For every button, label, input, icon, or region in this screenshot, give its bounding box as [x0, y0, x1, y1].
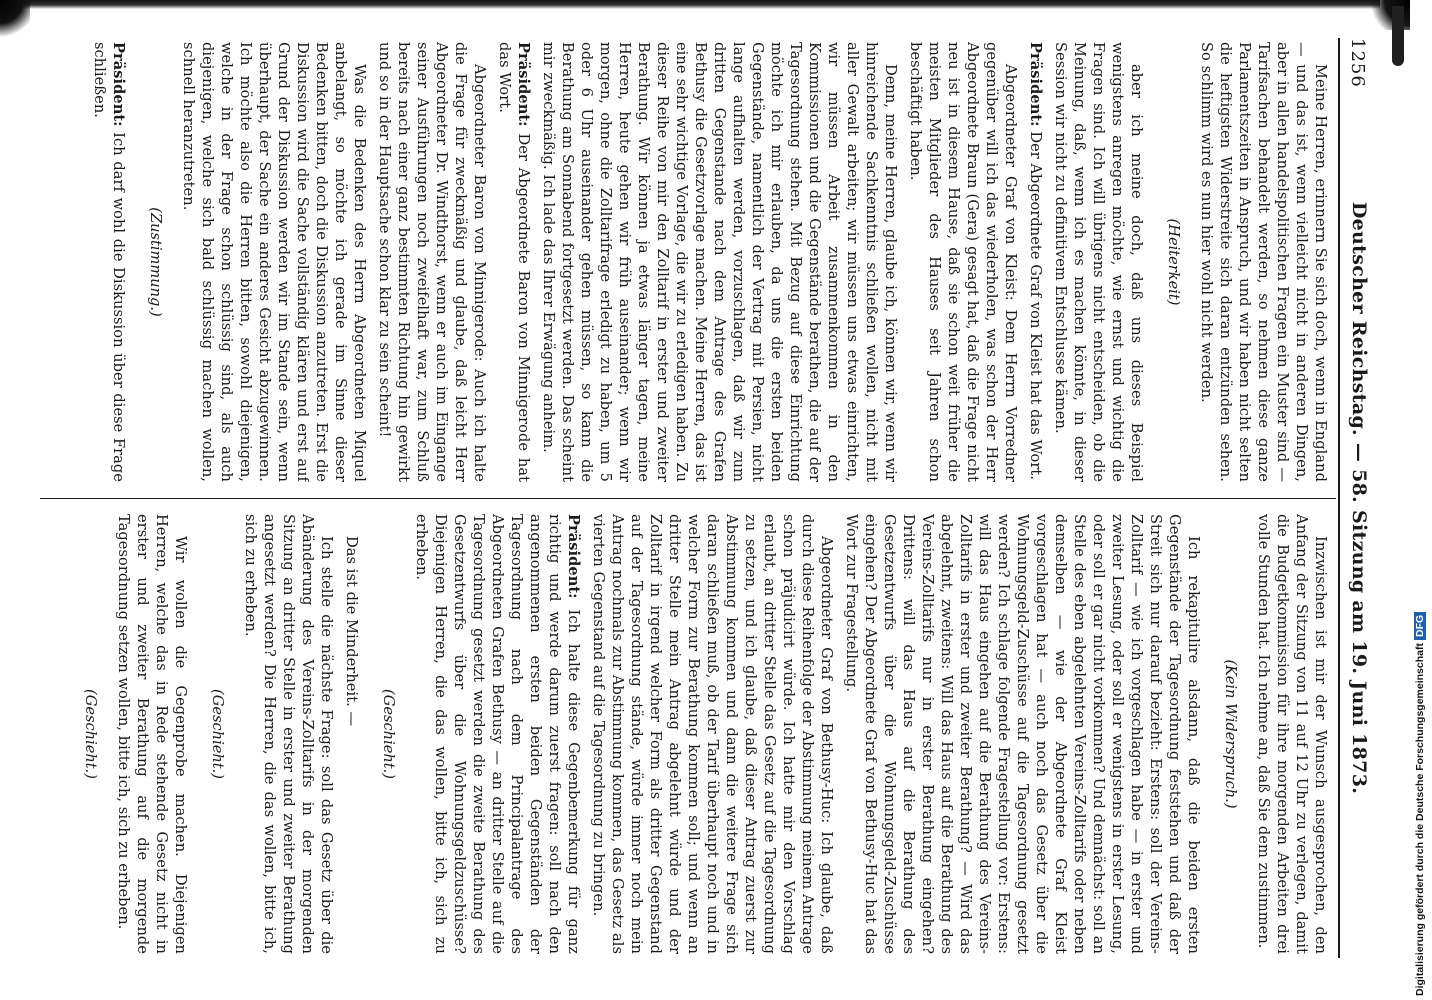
- running-title: Deutscher Reichstag. — 58. Sitzung am 19. Juni 1873.: [1348, 201, 1370, 795]
- paragraph: [241, 514, 336, 954]
- paragraph-text: Inzwischen ist mir der Wunsch ausgesprochen, den Anfang der Sitzung von 11 auf 12 Uhr zu verlegen, damit die Budgetkommission für ihre morgenden Arbeiten drei volle Stunden hat. Ich nehme an, daß Sie dem zustimmen.: [1255, 514, 1329, 954]
- paragraph: [342, 514, 361, 954]
- paragraph-text: Abgeordneter Baron von Minnigerode: Auch ich halte die Frage für zweckmäßig und glaube, daß leicht Herr Abgeordneter Dr. Windthorst, wenn er auch im Eingange seiner Ausführungen noch zweifelhaft war, zum Schluß bereits nach einer ganz bestimmten Richtung hin gewirkt und so in der Hauptsache schon klar zu sein scheint!: [376, 42, 488, 482]
- paragraph: [179, 42, 369, 482]
- right-column: [50, 514, 1330, 954]
- speaker-label: Präsident:: [515, 42, 532, 127]
- paragraph-text: Was die Bedenken des Herrn Abgeordneten Miquel anbelangt, so möchte ich gerade im Sinne dieser Bedenken bitten, doch die Diskussion anzutreten. Erst die Diskussion wird die Sache vollständig klären und erst auf Grund der Diskussion werden wir im Stande sein, wenn überhaupt, der Sache ein anderes Gesicht abzugewinnen. Ich möchte also die Herren bitten, sowohl diejenigen, welche in der Frage schon schlüssig sind, als auch diejenigen, welche sich bald schlüssig machen wollen, schnell heranzutreten.: [180, 42, 368, 482]
- paragraph-text: Abgeordneter Graf von Bethusy-Huc: Ich glaube, daß durch diese Reihenfolge der Abstimmung meinem Antrage schon präjudicirt würde. Ich hatte mir den Vorschlag erlaubt, an dritter Stelle das Gesetz auf die Tagesordnung zu setzen, und ich glaube, daß dieser Antrag zuerst zur Abstimmung kommen und dann die weitere Frage sich daran schließen muß, ob der Tarif überhaupt noch und in welcher Form zur Berathung kommen soll; und wenn an dritter Stelle mein Antrag abgelehnt würde und der Zolltarif in irgend welcher Form als dritter Gegenstand auf der Tagesordnung stände, würde immer noch mein Antrag nochmals zur Abstimmung kommen, das Gesetz als vierten Gegenstand auf die Tagesordnung zu bringen.: [590, 514, 835, 954]
- paragraph: [906, 42, 1020, 482]
- paragraph-text: Ich darf wohl die Diskussion über diese Frage schließen.: [91, 42, 127, 482]
- page-header: [1338, 38, 1374, 958]
- paragraph-text: Der Abgeordnete Baron von Minnigerode hat das Wort.: [496, 42, 532, 482]
- stage-direction: (Zustimmung.): [147, 207, 164, 317]
- speaker-label: Präsident:: [110, 42, 127, 127]
- paragraph: [842, 514, 1203, 954]
- paragraph-text: Wir wollen die Gegenprobe machen. Diejenigen Herren, welche das in Rede stehende Gesetz nicht in erster und zweiter Berathung auf die morgende Tagesordnung setzen wollen, bitte ich, sich zu erheben.: [115, 514, 189, 954]
- printed-page: [40, 28, 1380, 970]
- stage-direction: (Geschieht.): [380, 689, 397, 779]
- speaker-label: Präsident:: [565, 514, 582, 599]
- paragraph: [114, 514, 190, 954]
- scan-edge-top: [0, 0, 1380, 9]
- digitization-credit: [1414, 612, 1426, 996]
- stage-direction: (Heiterkeit): [1165, 218, 1182, 306]
- scan-corner-left: [0, 0, 30, 42]
- paragraph: [412, 514, 583, 954]
- credit-text: Digitalisierung gefördert durch die Deutsche Forschungsgemeinschaft: [1414, 643, 1426, 996]
- speaker-label: Präsident:: [1027, 42, 1044, 127]
- stage-direction: (Kein Widerspruch.): [1222, 659, 1239, 809]
- paragraph: [589, 514, 836, 954]
- left-column: [50, 42, 1330, 482]
- dfg-logo: DFG: [1414, 612, 1426, 640]
- paragraph: [1051, 42, 1146, 482]
- paragraph: [495, 42, 533, 482]
- paragraph-text: Der Abgeordnete Graf von Kleist hat das Wort.: [1027, 131, 1044, 481]
- paragraph: [90, 42, 128, 482]
- scan-edge-right: [1392, 6, 1404, 66]
- paragraph: [539, 42, 900, 482]
- stage-direction: (Geschieht.): [82, 689, 99, 779]
- paragraph-text: Ich halte diese Gegenbemerkung für ganz richtig und werde darum zuerst fragen: soll nach den angenommenen ersten beiden Gegenständen der Tagesordnung nach dem Principalantrage des Abgeordneten Grafen Bethusy — an dritter Stelle auf die Tagesordnung gesetzt werden die zweite Berathung des Gesetzentwurfs über die Wohnungsgeldzuschüsse? Diejenigen Herren, die das wollen, bitte ich, sich zu erheben.: [413, 514, 582, 954]
- stage-direction: (Geschieht.): [209, 689, 226, 779]
- paragraph-text: Ich stelle die nächste Frage: soll das Gesetz über die Abänderung des Vereins-Zolltarifs in der morgenden Sitzung an dritter Stelle in erster und zweiter Berathung angesetzt werden? Die Herren, die das wollen, bitte ich, sich zu erheben.: [242, 514, 335, 954]
- page-number: 1256: [1347, 38, 1368, 88]
- paragraph: [1254, 514, 1330, 954]
- paragraph: [375, 42, 489, 482]
- paragraph-text: Denn, meine Herren, glaube ich, können wir, wenn wir hinreichende Sachkenntnis schließen wollen, nicht mit aller Gewalt arbeiten; wir müssen uns etwas einrichten, wir müssen Arbeit zusammenkommen in den Kommissionen und die Gegenstände berathen, die auf der Tagesordnung stehen. Mit Bezug auf diese Einrichtung möchte ich mir erlauben, da uns die ersten beiden Gegenstände, namentlich der Vertrag mit Persien, nicht lange aufhalten werden, vorzuschlagen, daß wir zum dritten Gegenstande nach dem Antrage des Grafen Bethusy die Gesetzvorlage machen. Meine Herren, das ist eine sehr wichtige Vorlage, die wir zu erledigen haben. Zu dieser Reihe von mir den Zolltarif in erster und zweiter Berathung. Wir können ja etwas länger tagen, meine Herren, heute gehen wir früh auseinander; wenn wir morgen, ohne die Zolltarifrage erledigt zu haben, um 5 oder 6 Uhr auseinander gehen müssen, so kann die Berathung am Sonnabend fortgesetzt werden. Das scheint mir zweckmäßig. Ich lade das Ihrer Erwägung anheim.: [540, 42, 899, 482]
- paragraph-text: Das ist die Minderheit. —: [343, 536, 360, 727]
- paragraph-text: Meine Herren, erinnern Sie sich doch, wenn in England — und das ist, wenn vielleicht nicht in anderen Dingen, aber in allen handelspolitischen Fragen ein Muster sind — Tarifsachen behandelt werden, so nehmen diese ganze Parlamentszeiten in Anspruch, und wir haben nicht selten die heftigsten Widerstreite sich daran entzünden sehen. So schlimm wird es nun hier wohl nicht werden.: [1198, 42, 1329, 482]
- paragraph-text: Abgeordneter Graf von Kleist: Dem Herrn Vorredner gegenüber will ich das wiederholen, was schon der Herr Abgeordnete Braun (Gera) gesagt hat, daß die Frage nicht neu ist in diesem Hause, daß sie schon weit früher die meisten Mitglieder des Hauses seit Jahren schon beschäftigt haben.: [907, 42, 1019, 482]
- paragraph-text: Ich rekapitulire alsdann, daß die beiden ersten Gegenstände der Tagesordnung feststehen und daß der Streit sich nur darauf bezieht: Erstens: soll der Vereins-Zolltarif — wie ich vorgeschlagen habe — in erster und zweiter Lesung, oder soll er wenigstens in erster Lesung, oder soll er gar nicht vorkommen? Und demnächst: soll an Stelle des eben abgelehnten Vereins-Zolltarifs oder neben demselben — wie der Abgeordnete Graf Kleist vorgeschlagen hat — auch noch das Gesetz über die Wohnungsgeld-Zuschüsse auf die Tagesordnung gesetzt werden? Ich schlage folgende Fragestellung vor: Erstens: will das Haus eingehen auf die Berathung des Vereins-Zolltarifs in erster und zweiter Berathung? — Wird das abgelehnt, zweitens: Will das Haus auf die Berathung des Vereins-Zolltarifs nur in erster Berathung eingehen? Drittens: will das Haus auf die Berathung des Gesetzentwurfs über die Wohnungsgeld-Zuschüsse eingehen? Der Abgeordnete Graf von Bethusy-Huc hat das Wort zur Fragestellung.: [843, 514, 1202, 954]
- paragraph: [1197, 42, 1330, 482]
- paragraph-text: aber ich meine doch, daß uns dieses Beispiel wenigstens anregen möchte, wie ernst und wichtig die Fragen sind. Ich will übrigens nicht entscheiden, ob die Meinung, daß, wenn ich es machen könnte, in dieser Session wir nicht zu definitivem Entschlusse kämen.: [1052, 42, 1145, 482]
- paragraph: [1026, 42, 1045, 482]
- column-divider: [40, 498, 1336, 499]
